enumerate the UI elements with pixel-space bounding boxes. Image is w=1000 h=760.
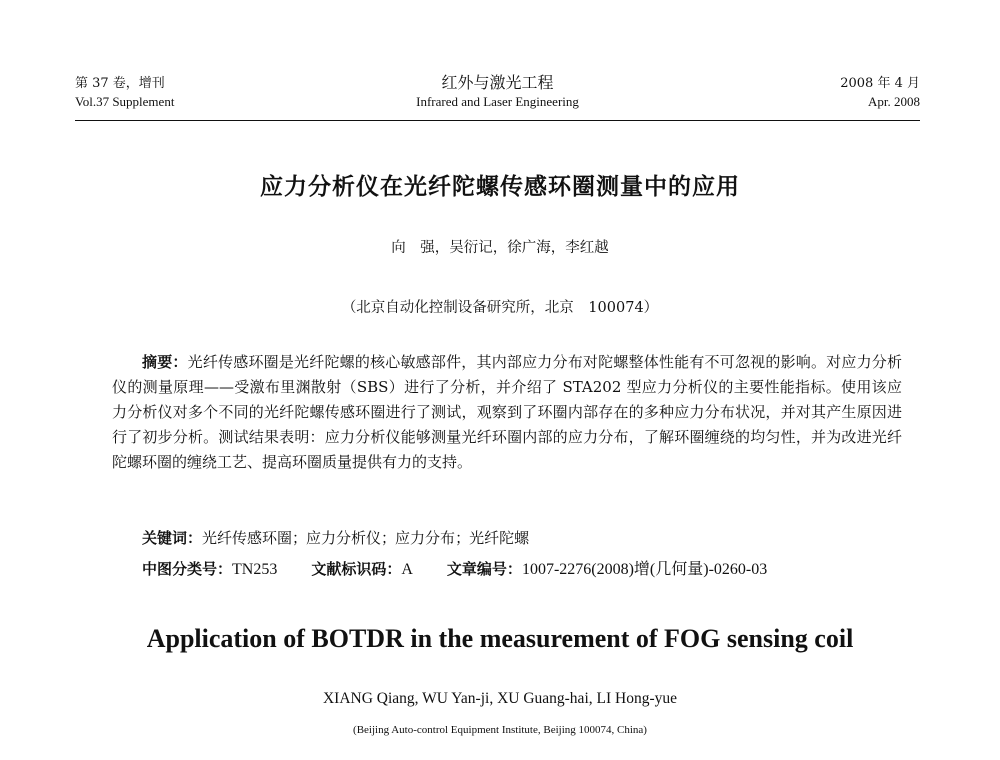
journal-name-en: Infrared and Laser Engineering <box>416 94 579 109</box>
paper-title-cn: 应力分析仪在光纤陀螺传感环圈测量中的应用 <box>260 174 740 200</box>
clc-label: 中图分类号： <box>142 560 233 578</box>
keyword: 应力分析仪 <box>306 529 382 547</box>
keyword: 光纤传感环圈 <box>202 529 293 547</box>
abstract <box>112 350 902 475</box>
volume-label-en: Vol.37 Supplement <box>75 94 175 109</box>
keyword: 光纤陀螺 <box>469 529 530 547</box>
issue-date: 2008 年 4 月 <box>840 76 920 91</box>
affiliation-cn: （北京自动化控制设备研究所，北京 100074） <box>341 300 659 316</box>
authors-en: XIANG Qiang, WU Yan-ji, XU Guang-hai, LI Hong-yue <box>322 690 677 707</box>
doc-code-value: A <box>401 561 413 578</box>
running-header <box>75 70 920 120</box>
paper-title-en: Application of BOTDR in the measurement of FOG sensing coil <box>146 624 854 653</box>
issue-date-en: Apr. 2008 <box>868 94 920 109</box>
article-no-label: 文章编号： <box>446 560 522 578</box>
keywords-label: 关键词： <box>142 529 203 547</box>
clc-value: TN253 <box>232 561 278 578</box>
abstract-label: 摘要： <box>142 353 188 371</box>
classification-line <box>142 556 767 579</box>
keywords-line: 关键词：光纤传感环圈；应力分析仪；应力分布；光纤陀螺 <box>142 529 530 547</box>
header-divider <box>75 120 920 121</box>
volume-label: 第 37 卷，增刊 <box>75 76 165 91</box>
keyword: 应力分布 <box>395 529 456 547</box>
doc-code-label: 文献标识码： <box>311 560 402 578</box>
authors-cn: 向 强，吴衍记，徐广海，李红越 <box>391 240 609 256</box>
abstract-text: 光纤传感环圈是光纤陀螺的核心敏感部件，其内部应力分布对陀螺整体性能有不可忽视的影响。对应力分析仪的测量原理——受激布里渊散射（SBS）进行了分析，并介绍了 STA202 型应力分析仪的主要性能指标。使用该应力分析仪对多个不同的光纤陀螺传感环圈进行了测试，观察到了环圈内部存在的多种应力分布状况，并对其产生原因进行了初步分析。测试结果表明：应力分析仪能够测量光纤环圈内部的应力分布，了解环圈缠绕的均匀性，并为改进光纤陀螺环圈的缠绕工艺、提高环圈质量提供有力的支持。 <box>112 353 902 471</box>
affiliation-en: (Beijing Auto-control Equipment Institute, Beijing 100074, China) <box>353 724 647 736</box>
article-no-value: 1007-2276(2008)增(几何量)-0260-03 <box>521 561 768 578</box>
journal-name: 红外与激光工程 <box>441 73 554 92</box>
